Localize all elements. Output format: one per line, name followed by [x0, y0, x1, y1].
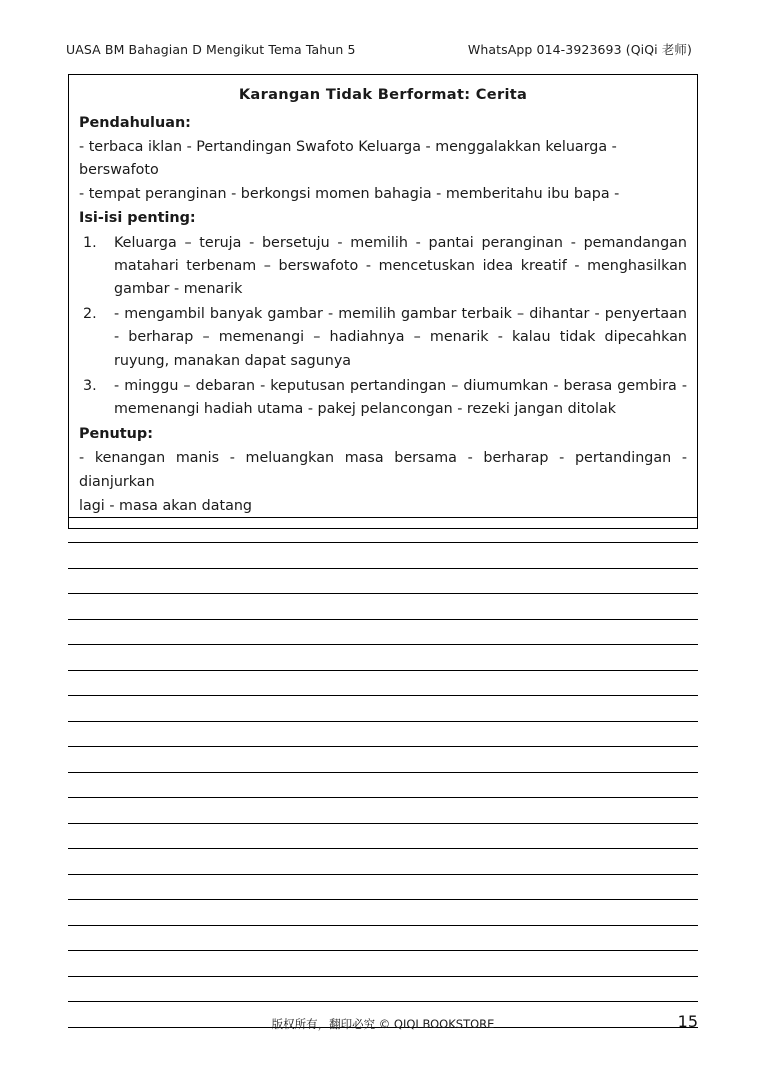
answer-line[interactable] — [68, 518, 698, 544]
answer-line[interactable] — [68, 492, 698, 518]
section-heading-isi-penting: Isi-isi penting: — [79, 210, 196, 227]
penutup-line: - kenangan manis - meluangkan masa bersama - berharap - pertandingan - dianjurkan — [79, 450, 687, 490]
answer-ruled-lines — [68, 492, 698, 1028]
answer-line[interactable] — [68, 696, 698, 722]
header-contact-right: WhatsApp 014-3923693 (QiQi 老师) — [467, 42, 692, 57]
footer-copyright: 版权所有，翻印必究 © QIQI BOOKSTORE — [271, 1017, 495, 1031]
answer-line[interactable] — [68, 620, 698, 646]
answer-line[interactable] — [68, 671, 698, 697]
page-footer — [68, 1012, 698, 1038]
answer-line[interactable] — [68, 543, 698, 569]
answer-line[interactable] — [68, 900, 698, 926]
answer-line[interactable] — [68, 875, 698, 901]
isi-penting-list — [79, 232, 687, 421]
pendahuluan-line: - terbaca iklan - Pertandingan Swafoto Keluarga - menggalakkan keluarga - berswafoto — [79, 138, 617, 179]
answer-line[interactable] — [68, 824, 698, 850]
answer-line[interactable] — [68, 798, 698, 824]
answer-line[interactable] — [68, 594, 698, 620]
answer-line[interactable] — [68, 569, 698, 595]
answer-line[interactable] — [68, 645, 698, 671]
header-title-left: UASA BM Bahagian D Mengikut Tema Tahun 5 — [66, 42, 356, 57]
penutup-line: lagi - masa akan datang — [79, 497, 252, 514]
answer-line[interactable] — [68, 951, 698, 977]
answer-line[interactable] — [68, 849, 698, 875]
answer-line[interactable] — [68, 722, 698, 748]
page-header — [66, 40, 698, 58]
answer-line[interactable] — [68, 926, 698, 952]
answer-line[interactable] — [68, 977, 698, 1003]
section-heading-penutup: Penutup: — [79, 426, 153, 443]
answer-line[interactable] — [68, 747, 698, 773]
section-heading-pendahuluan: Pendahuluan: — [79, 114, 191, 131]
isi-list-item: Keluarga – teruja - bersetuju - memilih - pantai peranginan - pemandangan matahari terbenam – berswafoto - mencetuskan idea kreatif - menghasilkan gambar - menarik — [114, 234, 687, 298]
pendahuluan-line: - tempat peranginan - berkongsi momen bahagia - memberitahu ibu bapa - — [79, 186, 620, 203]
footer-page-number: 15 — [677, 1012, 698, 1031]
essay-box-title: Karangan Tidak Berformat: Cerita — [238, 86, 528, 103]
isi-list-item: - minggu – debaran - keputusan pertandingan – diumumkan - berasa gembira - memenangi hadiah utama - pakej pelancongan - rezeki jangan ditolak — [114, 377, 687, 417]
isi-list-item: - mengambil banyak gambar - memilih gambar terbaik – dihantar - penyertaan - berharap – memenangi – hadiahnya – menarik - kalau tidak dipecahkan ruyung, manakan dapat sagunya — [114, 306, 687, 369]
answer-line[interactable] — [68, 773, 698, 799]
essay-outline-box — [68, 74, 698, 529]
